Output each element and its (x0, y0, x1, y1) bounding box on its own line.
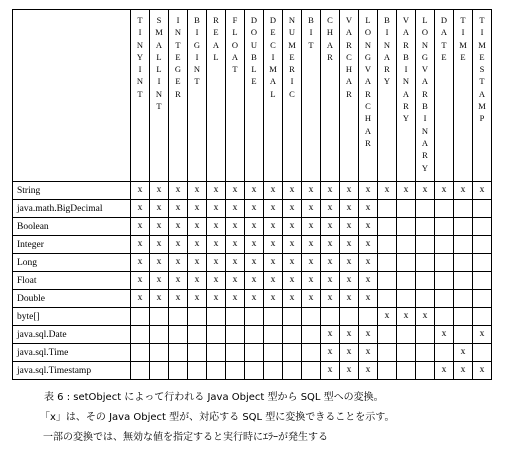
table-cell (245, 362, 264, 380)
table-row (13, 218, 492, 236)
table-cell (245, 344, 264, 362)
table-cell: x (473, 326, 492, 344)
table-cell: x (226, 200, 245, 218)
column-header-label: L O N G V A R B I N A R Y (421, 15, 429, 173)
table-cell: x (416, 308, 435, 326)
table-cell: x (397, 182, 416, 200)
table-cell (283, 308, 302, 326)
table-cell (150, 308, 169, 326)
column-header-label: T I N Y I N T (136, 15, 144, 99)
table-cell: x (131, 290, 150, 308)
table-cell: x (302, 272, 321, 290)
row-label: java.sql.Date (13, 326, 131, 344)
table-cell (340, 308, 359, 326)
table-cell (378, 344, 397, 362)
table-cell: x (359, 344, 378, 362)
column-header-label: N U M E R I C (288, 15, 296, 99)
table-cell (169, 344, 188, 362)
table-cell: x (359, 236, 378, 254)
table-cell (131, 326, 150, 344)
table-cell: x (340, 272, 359, 290)
table-cell (435, 236, 454, 254)
column-header (473, 10, 492, 182)
table-cell (397, 236, 416, 254)
table-cell (473, 254, 492, 272)
table-cell: x (340, 254, 359, 272)
table-cell (435, 254, 454, 272)
column-header (454, 10, 473, 182)
table-cell: x (245, 290, 264, 308)
table-cell (378, 362, 397, 380)
table-cell: x (340, 200, 359, 218)
table-cell (378, 326, 397, 344)
table-cell (302, 362, 321, 380)
table-cell: x (131, 200, 150, 218)
table-cell: x (169, 200, 188, 218)
column-header (226, 10, 245, 182)
table-cell: x (188, 272, 207, 290)
table-cell: x (321, 254, 340, 272)
table-cell: x (169, 254, 188, 272)
column-header-label: B I N A R Y (383, 15, 391, 87)
table-cell: x (340, 218, 359, 236)
table-cell (226, 326, 245, 344)
table-cell: x (169, 236, 188, 254)
table-cell: x (359, 182, 378, 200)
table-cell (397, 254, 416, 272)
column-header (340, 10, 359, 182)
table-cell: x (150, 290, 169, 308)
table-cell: x (245, 200, 264, 218)
table-cell: x (264, 218, 283, 236)
table-cell (188, 326, 207, 344)
table-cell: x (321, 344, 340, 362)
table-cell (302, 308, 321, 326)
table-cell: x (188, 218, 207, 236)
table-cell: x (473, 362, 492, 380)
table-cell (397, 326, 416, 344)
table-row (13, 236, 492, 254)
table-cell (131, 344, 150, 362)
table-cell (454, 200, 473, 218)
table-cell: x (245, 182, 264, 200)
row-label: Boolean (13, 218, 131, 236)
header-row (13, 10, 492, 182)
table-cell (454, 272, 473, 290)
table-cell (397, 200, 416, 218)
table-cell: x (131, 182, 150, 200)
table-cell: x (207, 182, 226, 200)
table-cell (150, 344, 169, 362)
table-cell (454, 218, 473, 236)
table-cell: x (321, 200, 340, 218)
table-cell: x (321, 290, 340, 308)
table-cell (416, 218, 435, 236)
table-cell (207, 362, 226, 380)
column-header (378, 10, 397, 182)
caption-line-3: 一部の変換では、無効な値を指定すると実行時にｴﾗｰが発生する (43, 432, 328, 443)
table-cell: x (245, 254, 264, 272)
table-cell: x (207, 272, 226, 290)
table-cell: x (226, 218, 245, 236)
table-cell: x (435, 326, 454, 344)
table-cell (131, 308, 150, 326)
table-cell (416, 272, 435, 290)
table-cell: x (340, 362, 359, 380)
row-label: Integer (13, 236, 131, 254)
table-row (13, 290, 492, 308)
table-cell: x (359, 200, 378, 218)
column-header (150, 10, 169, 182)
table-cell: x (283, 272, 302, 290)
table-cell (454, 308, 473, 326)
table-cell (416, 362, 435, 380)
table-cell (226, 308, 245, 326)
table-cell: x (207, 218, 226, 236)
column-header-label: S M A L L I N T (155, 15, 163, 112)
table-cell (473, 344, 492, 362)
table-row (13, 344, 492, 362)
table-cell: x (150, 200, 169, 218)
table-cell: x (302, 254, 321, 272)
table-cell: x (226, 182, 245, 200)
table-row (13, 362, 492, 380)
column-header-label: F L O A T (231, 15, 239, 75)
table-cell (473, 290, 492, 308)
row-label: byte[] (13, 308, 131, 326)
table-cell: x (378, 182, 397, 200)
column-header (283, 10, 302, 182)
table-cell (435, 344, 454, 362)
table-cell (264, 344, 283, 362)
table-cell: x (245, 218, 264, 236)
table-cell: x (283, 200, 302, 218)
column-header (245, 10, 264, 182)
table-cell (245, 308, 264, 326)
table-cell: x (188, 182, 207, 200)
table-cell: x (435, 182, 454, 200)
table-cell: x (131, 272, 150, 290)
column-header (188, 10, 207, 182)
table-cell: x (188, 254, 207, 272)
table-cell: x (283, 236, 302, 254)
row-label: String (13, 182, 131, 200)
table-cell (473, 236, 492, 254)
table-cell: x (226, 254, 245, 272)
column-header-label: L O N G V A R C H A R (364, 15, 372, 148)
column-header-label: D E C I M A L (269, 15, 277, 99)
column-header (435, 10, 454, 182)
table-cell (416, 326, 435, 344)
table-row (13, 326, 492, 344)
column-header (207, 10, 226, 182)
row-label: java.sql.Time (13, 344, 131, 362)
table-cell: x (340, 326, 359, 344)
table-cell: x (302, 218, 321, 236)
column-header (302, 10, 321, 182)
table-cell (207, 326, 226, 344)
table-cell (435, 218, 454, 236)
table-cell: x (378, 308, 397, 326)
table-cell: x (321, 236, 340, 254)
table-cell: x (397, 308, 416, 326)
table-cell (264, 308, 283, 326)
table-cell: x (245, 236, 264, 254)
table-cell (150, 326, 169, 344)
table-cell: x (264, 272, 283, 290)
table-cell (188, 362, 207, 380)
table-cell: x (283, 254, 302, 272)
table-cell (283, 344, 302, 362)
table-cell: x (340, 236, 359, 254)
table-cell (378, 272, 397, 290)
column-header (264, 10, 283, 182)
column-header (416, 10, 435, 182)
table-cell: x (359, 272, 378, 290)
table-cell: x (359, 290, 378, 308)
table-cell: x (454, 344, 473, 362)
column-header-label: T I M E S T A M P (478, 15, 486, 124)
corner-cell (13, 10, 131, 182)
table-cell: x (283, 290, 302, 308)
table-cell: x (207, 254, 226, 272)
table-cell (378, 200, 397, 218)
table-cell: x (207, 290, 226, 308)
table-cell: x (169, 290, 188, 308)
table-cell: x (245, 272, 264, 290)
table-cell (321, 308, 340, 326)
table-cell (226, 344, 245, 362)
table-cell: x (264, 200, 283, 218)
row-label: Float (13, 272, 131, 290)
table-cell: x (226, 290, 245, 308)
table-cell (435, 290, 454, 308)
table-cell: x (264, 254, 283, 272)
table-cell (454, 254, 473, 272)
table-caption (40, 388, 395, 448)
table-cell (416, 344, 435, 362)
table-cell: x (264, 182, 283, 200)
table-cell: x (302, 200, 321, 218)
table-cell: x (321, 326, 340, 344)
table-cell: x (302, 182, 321, 200)
caption-line-1: 表 6 : setObject によって行われる Java Object 型から SQL 型への変換。 (44, 392, 384, 403)
table-cell (397, 344, 416, 362)
table-cell (416, 290, 435, 308)
table-cell: x (283, 218, 302, 236)
table-cell (131, 362, 150, 380)
table-cell: x (169, 182, 188, 200)
table-cell: x (150, 272, 169, 290)
table-cell: x (435, 362, 454, 380)
table-cell: x (473, 182, 492, 200)
table-cell (207, 308, 226, 326)
table-cell (283, 326, 302, 344)
table-row (13, 182, 492, 200)
column-header-label: C H A R (326, 15, 334, 62)
column-header-label: V A R C H A R (345, 15, 353, 99)
table-cell (473, 200, 492, 218)
table-cell (169, 326, 188, 344)
table-cell (188, 344, 207, 362)
table-cell (378, 290, 397, 308)
table-cell (302, 344, 321, 362)
table-cell: x (150, 218, 169, 236)
column-header-label: R E A L (212, 15, 220, 62)
table-cell (416, 236, 435, 254)
table-cell: x (207, 236, 226, 254)
table-cell: x (169, 272, 188, 290)
table-cell: x (150, 254, 169, 272)
table-cell: x (359, 326, 378, 344)
table-cell (454, 326, 473, 344)
column-header-label: V A R B I N A R Y (402, 15, 410, 124)
table-row (13, 308, 492, 326)
table-cell (435, 200, 454, 218)
table-cell: x (207, 200, 226, 218)
table-cell (473, 272, 492, 290)
column-header-label: B I G I N T (193, 15, 201, 87)
column-header (321, 10, 340, 182)
table-cell: x (321, 218, 340, 236)
table-cell (264, 326, 283, 344)
table-cell: x (131, 254, 150, 272)
column-header (397, 10, 416, 182)
table-cell: x (264, 290, 283, 308)
table-cell: x (340, 344, 359, 362)
column-header-label: D O U B L E (250, 15, 258, 87)
column-header (169, 10, 188, 182)
table-row (13, 254, 492, 272)
table-cell: x (226, 236, 245, 254)
table-cell: x (169, 218, 188, 236)
table-cell (378, 236, 397, 254)
row-label: Long (13, 254, 131, 272)
table-cell (416, 254, 435, 272)
column-header-label: I N T E G E R (174, 15, 182, 99)
table-cell (150, 362, 169, 380)
table-cell (435, 308, 454, 326)
table-cell (207, 344, 226, 362)
column-header (131, 10, 150, 182)
table-cell: x (131, 218, 150, 236)
table-cell (226, 362, 245, 380)
table-cell: x (131, 236, 150, 254)
table-cell: x (264, 236, 283, 254)
column-header-label: T I M E (459, 15, 467, 62)
table-body (13, 182, 492, 380)
table-cell: x (188, 290, 207, 308)
table-cell (378, 218, 397, 236)
table-cell (454, 290, 473, 308)
table-cell (435, 272, 454, 290)
table-cell: x (340, 290, 359, 308)
table-cell (416, 200, 435, 218)
table-cell (473, 218, 492, 236)
table-cell (397, 362, 416, 380)
table-cell: x (226, 272, 245, 290)
row-label: java.math.BigDecimal (13, 200, 131, 218)
table-cell (169, 308, 188, 326)
table-cell (359, 308, 378, 326)
table-cell (169, 362, 188, 380)
table-cell: x (359, 218, 378, 236)
table-cell: x (188, 236, 207, 254)
table-cell: x (454, 362, 473, 380)
table-cell: x (321, 362, 340, 380)
table-cell: x (302, 236, 321, 254)
table-cell (454, 236, 473, 254)
column-header (359, 10, 378, 182)
table-cell (473, 308, 492, 326)
table-cell (397, 290, 416, 308)
table-cell: x (359, 254, 378, 272)
table-cell: x (188, 200, 207, 218)
table-cell: x (321, 182, 340, 200)
table-cell (245, 326, 264, 344)
table-cell: x (416, 182, 435, 200)
table-cell (283, 362, 302, 380)
table-cell (264, 362, 283, 380)
table-cell: x (150, 182, 169, 200)
table-cell (397, 272, 416, 290)
table-cell (188, 308, 207, 326)
table-cell (378, 254, 397, 272)
row-label: java.sql.Timestamp (13, 362, 131, 380)
table-cell: x (321, 272, 340, 290)
table-cell: x (340, 182, 359, 200)
column-header-label: B I T (308, 15, 314, 50)
row-label: Double (13, 290, 131, 308)
table-cell: x (454, 182, 473, 200)
table-cell: x (283, 182, 302, 200)
table-row (13, 200, 492, 218)
column-header-label: D A T E (440, 15, 448, 62)
caption-line-2: 「x」は、その Java Object 型が、対応する SQL 型に変換できることを示す。 (40, 412, 395, 423)
table-cell: x (302, 290, 321, 308)
table-cell (397, 218, 416, 236)
table-cell: x (150, 236, 169, 254)
table-cell: x (359, 362, 378, 380)
conversion-table (12, 9, 492, 380)
table-row (13, 272, 492, 290)
table-cell (302, 326, 321, 344)
